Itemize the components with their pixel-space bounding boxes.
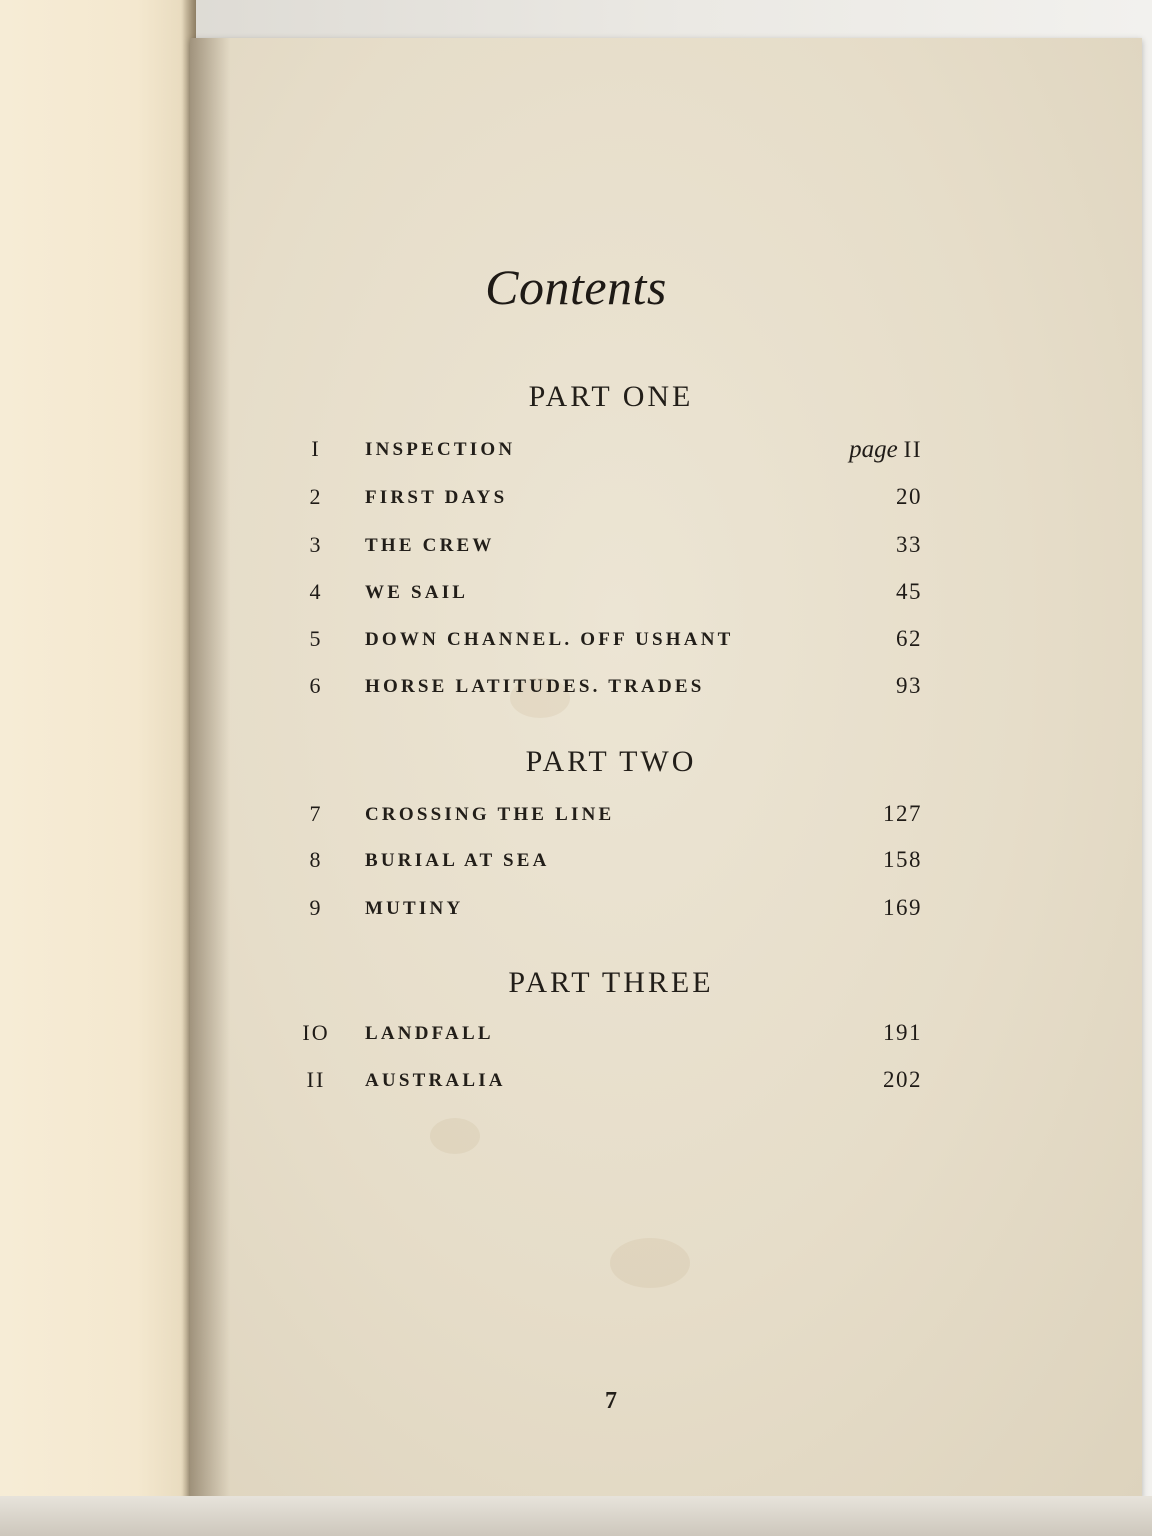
chapter-number: 2: [309, 484, 323, 509]
page-number: 127: [883, 801, 922, 826]
chapter-page: [849, 436, 922, 464]
chapter-title: MUTINY: [365, 898, 464, 919]
folio-page-number: 7: [605, 1388, 617, 1414]
part-heading: PART ONE: [528, 380, 694, 413]
chapter-page: [896, 579, 922, 605]
page-number: 169: [883, 895, 922, 920]
chapter-page: [896, 626, 922, 652]
toc-row: [290, 579, 930, 609]
toc-row: [290, 895, 930, 925]
chapter-page: [883, 801, 922, 827]
chapter-page: [896, 673, 922, 699]
page-number: 191: [883, 1020, 922, 1045]
page-number: 62: [896, 626, 922, 651]
chapter-title: THE CREW: [365, 535, 495, 556]
chapter-number: I: [311, 436, 321, 461]
toc-row: [290, 673, 930, 703]
chapter-number: 9: [309, 895, 323, 920]
page-number: 45: [896, 579, 922, 604]
chapter-number: 4: [309, 579, 323, 604]
chapter-title: LANDFALL: [365, 1023, 494, 1044]
chapter-page: [883, 1020, 922, 1046]
part-heading: PART THREE: [508, 966, 714, 999]
page-number: 33: [896, 532, 922, 557]
toc-row: [290, 532, 930, 562]
toc-row: [290, 436, 930, 466]
chapter-page: [883, 847, 922, 873]
part-heading: PART TWO: [525, 745, 697, 778]
paper-stain: [610, 1238, 690, 1288]
page-number: 158: [883, 847, 922, 872]
paper-stain: [430, 1118, 480, 1154]
toc-row: [290, 1020, 930, 1050]
chapter-number: 3: [309, 532, 323, 557]
page-title: Contents: [485, 259, 667, 315]
page-number: 20: [896, 484, 922, 509]
chapter-title: FIRST DAYS: [365, 487, 508, 508]
chapter-title: BURIAL AT SEA: [365, 850, 550, 871]
toc-row: [290, 484, 930, 514]
chapter-number: II: [306, 1067, 326, 1092]
page-number: II: [903, 437, 922, 462]
chapter-title: HORSE LATITUDES. TRADES: [365, 676, 705, 697]
chapter-number: 6: [309, 673, 323, 698]
chapter-title: INSPECTION: [365, 439, 516, 460]
chapter-number: 5: [309, 626, 323, 651]
chapter-page: [896, 484, 922, 510]
chapter-number: 8: [309, 847, 323, 872]
surface-below: [0, 1496, 1152, 1536]
page-number: 93: [896, 673, 922, 698]
chapter-page: [883, 1067, 922, 1093]
chapter-title: WE SAIL: [365, 582, 469, 603]
toc-row: [290, 1067, 930, 1097]
toc-row: [290, 801, 930, 831]
chapter-title: AUSTRALIA: [365, 1070, 506, 1091]
chapter-number: IO: [302, 1020, 330, 1045]
toc-row: [290, 626, 930, 656]
chapter-number: 7: [309, 801, 323, 826]
chapter-title: CROSSING THE LINE: [365, 804, 615, 825]
chapter-page: [883, 895, 922, 921]
page-prefix: page: [849, 436, 898, 463]
chapter-page: [896, 532, 922, 558]
toc-row: [290, 847, 930, 877]
page-number: 202: [883, 1067, 922, 1092]
chapter-title: DOWN CHANNEL. OFF USHANT: [365, 629, 734, 650]
